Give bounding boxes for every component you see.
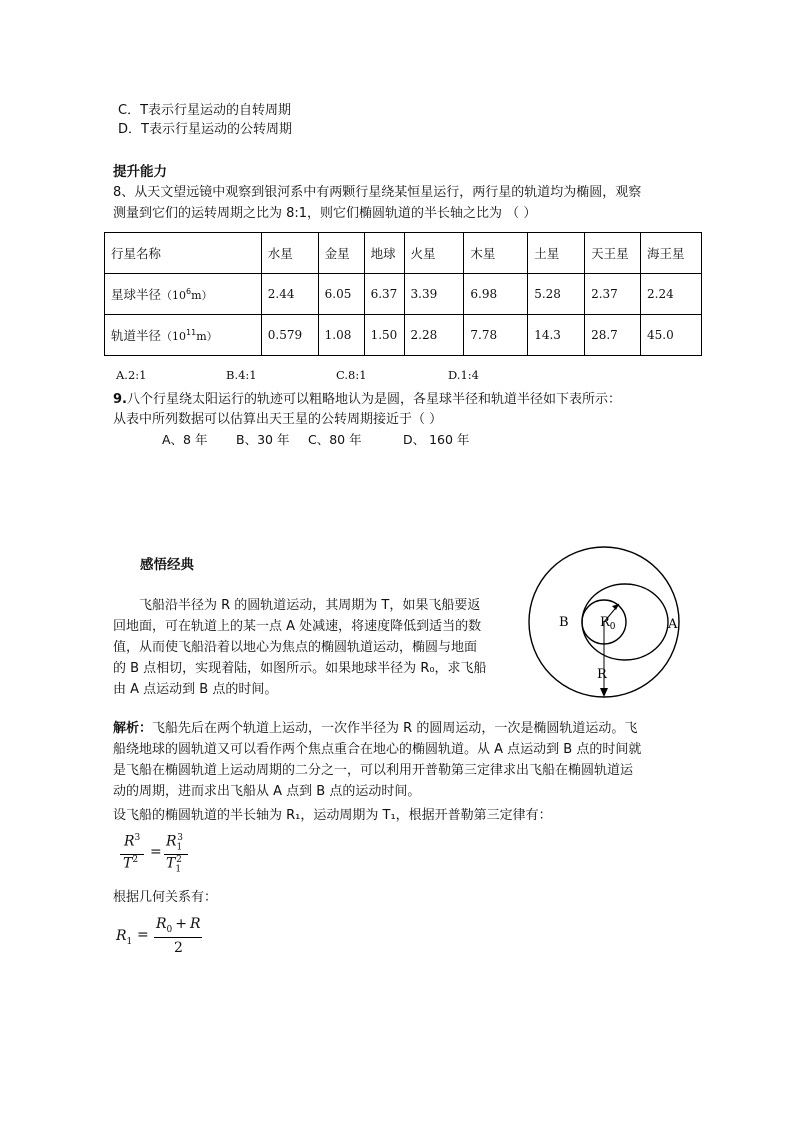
header-cell: 水星 <box>261 233 318 274</box>
classic-title: 感悟经典 <box>140 557 194 573</box>
label-a: A <box>668 617 678 632</box>
r0-arrowhead <box>612 604 619 610</box>
header-cell: 火星 <box>404 233 464 274</box>
analysis-line5: 设飞船的椭圆轨道的半长轴为 R₁，运动周期为 T₁，根据开普勒第三定律有： <box>113 808 552 823</box>
q8-option-a: A.2:1 <box>116 368 147 382</box>
classic-paragraph <box>113 595 487 700</box>
q8-option-d: D.1:4 <box>448 368 479 382</box>
formula1-equals: = <box>150 844 162 860</box>
table-cell: 2.24 <box>641 274 702 315</box>
label-r0: $R_0$ <box>600 615 616 632</box>
header-cell: 土星 <box>528 233 585 274</box>
q9-option-b: B、30 年 <box>236 432 290 447</box>
formula2-numerator: $R_0 + R$ <box>156 916 201 935</box>
r-arrowhead <box>600 688 608 697</box>
q8-option-b: B.4:1 <box>226 368 257 382</box>
formula2-bar <box>154 937 202 938</box>
row-label-radius: 星球半径$(10^6m)$ <box>105 274 262 315</box>
table-header-row <box>105 233 702 274</box>
q9-option-a: A、8 年 <box>162 432 208 447</box>
table-cell: 14.3 <box>528 315 585 356</box>
label-r: R <box>597 667 607 682</box>
formula1-right-num: $R_1^3$ <box>166 833 184 853</box>
geometry-formula <box>116 916 206 961</box>
orbit-diagram <box>516 540 686 700</box>
table-cell: 2.37 <box>585 274 641 315</box>
table-cell: 0.579 <box>261 315 318 356</box>
header-cell: 地球 <box>364 233 404 274</box>
analysis-paragraph <box>113 718 641 802</box>
header-cell: 行星名称 <box>105 233 262 274</box>
header-cell: 木星 <box>464 233 528 274</box>
header-cell: 天王星 <box>585 233 641 274</box>
classic-line: 的 B 点相切，实现着陆，如图所示。如果地球半径为 R₀，求飞船 <box>113 661 487 676</box>
q9-number: 9. <box>113 392 127 407</box>
table-cell: 7.78 <box>464 315 528 356</box>
section-title: 提升能力 <box>113 164 167 180</box>
q8-option-c: C.8:1 <box>336 368 367 382</box>
geom-text: 根据几何关系有： <box>113 890 218 905</box>
table-cell: 1.08 <box>318 315 364 356</box>
q9-line1: 9.八个行星绕太阳运行的轨迹可以粗略地认为是圆，各星球半径和轨道半径如下表所示： <box>113 392 621 407</box>
formula2-denominator: 2 <box>174 940 183 956</box>
q9-line2: 从表中所列数据可以估算出天王星的公转周期接近于（ ） <box>113 412 443 427</box>
classic-line: 回地面，可在轨道上的某一点 A 处减速，将速度降低到适当的数 <box>113 619 482 634</box>
table-cell: 45.0 <box>641 315 702 356</box>
classic-line: 由 A 点运动到 B 点的时间。 <box>113 682 278 697</box>
option-c: C．T表示行星运动的自转周期 <box>118 103 292 118</box>
formula1-left-num: $R^3$ <box>124 833 141 850</box>
classic-line: 飞船沿半径为 R 的圆轨道运动，其周期为 T，如果飞船要返 <box>139 598 481 613</box>
q9-option-d: D、 160 年 <box>403 432 470 447</box>
table-cell: 6.98 <box>464 274 528 315</box>
table-cell: 28.7 <box>585 315 641 356</box>
planet-table <box>104 232 702 356</box>
q9-option-c: C、80 年 <box>308 432 362 447</box>
elliptical-orbit <box>582 584 668 660</box>
table-cell: 6.05 <box>318 274 364 315</box>
table-row-orbit <box>105 315 702 356</box>
table-cell: 1.50 <box>364 315 404 356</box>
table-cell: 3.39 <box>404 274 464 315</box>
table-cell: 6.37 <box>364 274 404 315</box>
option-d: D．T表示行星运动的公转周期 <box>118 122 292 137</box>
analysis-line: 动的周期，进而求出飞船从 A 点到 B 点的运动时间。 <box>113 784 421 799</box>
row-label-orbit: 轨道半径$(10^{11}m)$ <box>105 315 262 356</box>
table-cell: 2.44 <box>261 274 318 315</box>
analysis-line: 船绕地球的圆轨道又可以看作两个焦点重合在地心的椭圆轨道。从 A 点运动到 B 点的时间就 <box>113 742 642 757</box>
analysis-line: 是飞船在椭圆轨道上运动周期的二分之一，可以利用开普勒第三定律求出飞船在椭圆轨道运 <box>113 763 634 778</box>
formula2-lhs: $R_1$ <box>116 928 133 947</box>
q8-line2: 测量到它们的运转周期之比为 8:1，则它们椭圆轨道的半长轴之比为 （ ） <box>113 206 537 221</box>
analysis-label: 解析： <box>113 721 153 736</box>
classic-line: 值，从而使飞船沿着以地心为焦点的椭圆轨道运动，椭圆与地面 <box>113 640 478 655</box>
formula2-equals: = <box>137 927 149 943</box>
formula1-left-den: $T^2$ <box>123 855 139 872</box>
label-b: B <box>559 615 569 630</box>
q8-line1: 8、从天文望远镜中观察到银河系中有两颗行星绕某恒星运行，两行星的轨道均为椭圆，观察 <box>113 185 642 200</box>
table-cell: 2.28 <box>404 315 464 356</box>
formula1-right-den: $T_1^2$ <box>166 855 182 875</box>
table-cell: 5.28 <box>528 274 585 315</box>
table-row-radius <box>105 274 702 315</box>
analysis-line: 解析：飞船先后在两个轨道上运动，一次作半径为 R 的圆周运动，一次是椭圆轨道运动。飞 <box>113 721 638 736</box>
header-cell: 海王星 <box>641 233 702 274</box>
kepler-formula <box>120 833 200 878</box>
header-cell: 金星 <box>318 233 364 274</box>
